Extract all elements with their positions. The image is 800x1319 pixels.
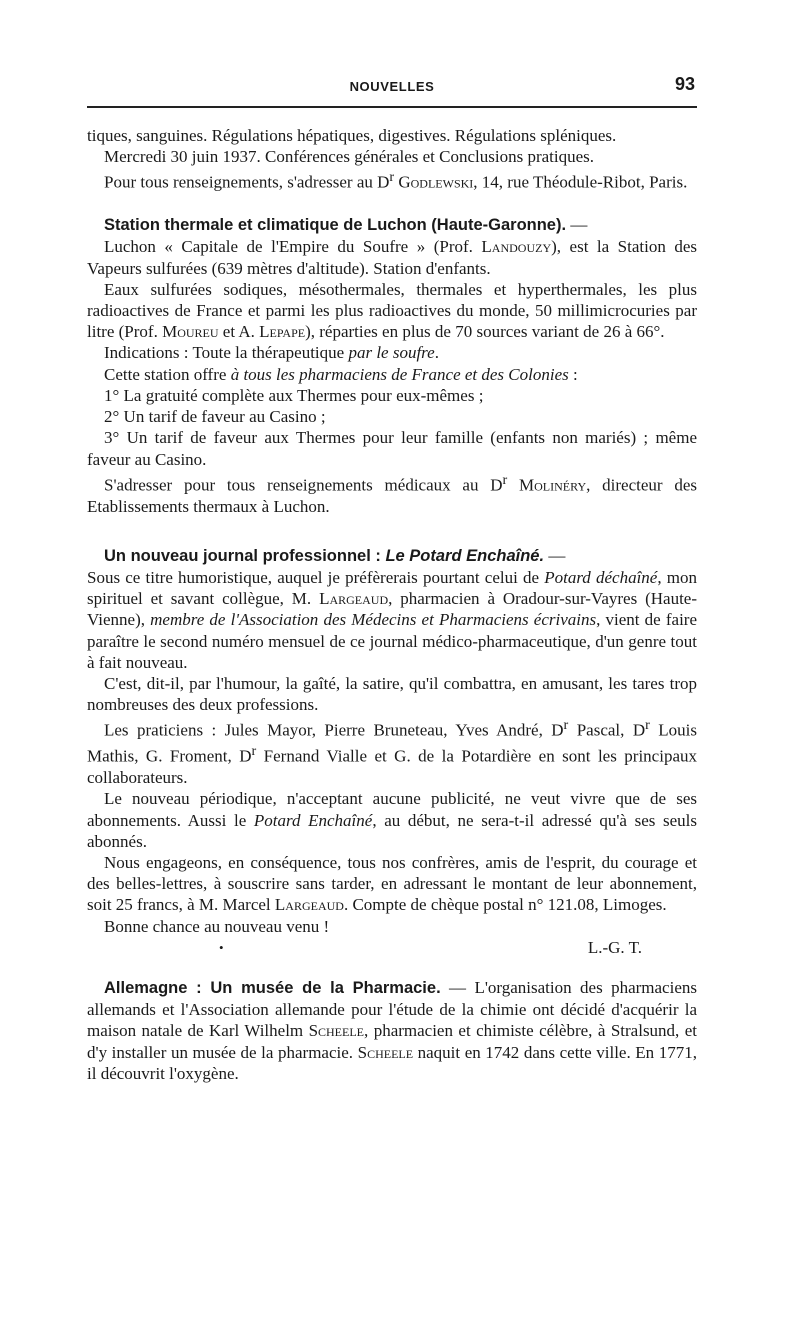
text-run: Eaux sulfurées sodiques, mésothermales, thermales et hyperthermales, les plus radioactives de France et parmi les plus radioactives du monde, 50 millimicrocuries par litre (Prof. (87, 279, 697, 342)
text-run: , pharmacien à Oradour-sur-Vayres (Haute-Vienne), (87, 589, 697, 630)
person-name: Largeaud (319, 589, 389, 609)
italic-text: Potard déchaîné (544, 567, 658, 587)
text-run: : (568, 364, 578, 384)
person-name: Moureu (162, 322, 219, 342)
text-run: naquit en 1742 dans cette ville. En 1771, il découvrit l'oxygène. (87, 1042, 698, 1083)
text-run: , vient de faire paraître le second numéro mensuel de ce journal médico-pharmaceutique, d'un genre tout à fait nouveau. (87, 610, 698, 672)
superscript: r (251, 743, 257, 760)
italic-text: par le soufre (348, 343, 435, 363)
text-run: , au début, ne sera-t-il adressé qu'à ses seuls abonnés. (87, 810, 697, 851)
list-item: 1° La gratuité complète aux Thermes pour eux-mêmes ; (104, 385, 484, 405)
text-run: Sous ce titre humoristique, auquel je préfèrerais pourtant celui de (87, 567, 545, 587)
italic-text: à tous les pharmaciens de France et des Colonies (230, 364, 569, 384)
person-name: Molinéry (519, 475, 587, 495)
section-heading-paragraph (87, 977, 697, 1084)
paragraph (87, 279, 697, 343)
paragraph: Bonne chance au nouveau venu ! (104, 916, 330, 936)
page-number: 93 (674, 74, 695, 94)
section-heading: Station thermale et climatique de Luchon (Haute-Garonne). (104, 216, 567, 235)
section-heading-paragraph (87, 545, 697, 567)
text-run: ), réparties en plus de 70 sources variant de 26 à 66°. (305, 322, 665, 342)
header-rule (87, 106, 697, 108)
superscript: r (389, 169, 395, 186)
text-run: et A. (218, 322, 260, 342)
italic-text: Potard Enchaîné (253, 810, 373, 830)
section-heading: Allemagne : Un musée de la Pharmacie. (104, 978, 441, 997)
text-run: Fernand Vialle et G. de la Potardière en sont les principaux collaborateurs. (87, 746, 697, 788)
list-item: 3° Un tarif de faveur aux Thermes pour leur famille (enfants non mariés) ; même faveur au Casino. (87, 428, 697, 469)
paragraph (87, 567, 697, 673)
signature: L.-G. T. (587, 937, 642, 957)
text-run: Cette station offre (104, 364, 231, 384)
person-name: Lepape (259, 322, 306, 342)
person-name: Landouzy (481, 237, 552, 257)
text-run: , 14, rue Théodule-Ribot, Paris. (473, 173, 688, 193)
person-name: Scheele (308, 1021, 365, 1041)
list-item: 2° Un tarif de faveur au Casino ; (104, 407, 326, 427)
person-name: Godlewski (398, 173, 474, 193)
text-run: L'organisation des pharmaciens allemands et l'Association allemande pour l'étude de la chimie ont décidé d'acquérir la maison natale de Karl Wilhelm (87, 977, 697, 1041)
bullet-mark: • (219, 939, 224, 955)
em-dash: — (566, 215, 588, 235)
text-run: S'adresser pour tous renseignements médicaux au D (104, 475, 503, 495)
em-dash: — (440, 977, 475, 997)
paragraph (87, 470, 697, 517)
section-heading (104, 547, 544, 565)
em-dash: — (544, 545, 566, 565)
paragraph (87, 788, 697, 852)
paragraph: tiques, sanguines. Régulations hépatiques, digestives. Régulations spléniques. (87, 126, 617, 145)
paragraph (87, 364, 697, 385)
text-run: ), est la Station des Vapeurs sulfurées (639 mètres d'altitude). Station d'enfants. (87, 237, 697, 278)
paragraph (87, 852, 697, 916)
text-run: , mon spirituel et savant collègue, M. (87, 567, 697, 609)
text-run: Pascal, D (568, 721, 646, 741)
paragraph: Mercredi 30 juin 1937. Conférences générales et Conclusions pratiques. (104, 147, 595, 167)
text-run: Les praticiens : Jules Mayor, Pierre Bruneteau, Yves André, D (104, 721, 564, 741)
superscript: r (502, 471, 508, 488)
heading-italic: Le Potard Enchaîné. (385, 546, 545, 565)
paragraph (87, 167, 697, 193)
paragraph: C'est, dit-il, par l'humour, la gaîté, la satire, qu'il combattra, en amusant, les tares trop nombreuses des deux professions. (87, 673, 697, 715)
text-run: . (434, 343, 439, 363)
text-run: Nous engageons, en conséquence, tous nos confrères, amis de l'esprit, du courage et des belles-lettres, à souscrire sans tarder, en adressant le montant de leur abonnement, soit 25 francs, à M. Marcel (87, 852, 697, 915)
heading-text: Un nouveau journal professionnel : (104, 546, 386, 565)
text-run: . Compte de chèque postal n° 121.08, Limoges. (343, 895, 667, 915)
person-name: Scheele (357, 1042, 414, 1062)
text-run: Pour tous renseignements, s'adresser au D (104, 173, 390, 193)
person-name: Largeaud (274, 895, 344, 915)
italic-text: membre de l'Association des Médecins et Pharmaciens écrivains (150, 610, 597, 630)
superscript: r (645, 717, 650, 734)
text-run: Louis Mathis, G. Froment, D (87, 721, 697, 766)
text-run: Le nouveau périodique, n'acceptant aucune publicité, ne veut vivre que de ses abonnements. Aussi le (87, 789, 697, 830)
page-header (87, 74, 697, 100)
superscript: r (563, 717, 569, 734)
signature-line (87, 937, 697, 958)
article-body (87, 125, 697, 1084)
paragraph (87, 236, 697, 278)
paragraph (87, 342, 697, 363)
text-run: , pharmacien et chimiste célèbre, à Stralsund, et d'y installer un musée de la pharmacie. (87, 1021, 697, 1062)
text-run: Luchon « Capitale de l'Empire du Soufre » (Prof. (104, 237, 482, 257)
text-run: Indications : Toute la thérapeutique (104, 343, 349, 363)
running-title: NOUVELLES (349, 79, 435, 94)
paragraph (87, 715, 697, 788)
text-run: , directeur des Etablissements thermaux à Luchon. (87, 475, 698, 516)
section-heading-paragraph (87, 214, 697, 236)
